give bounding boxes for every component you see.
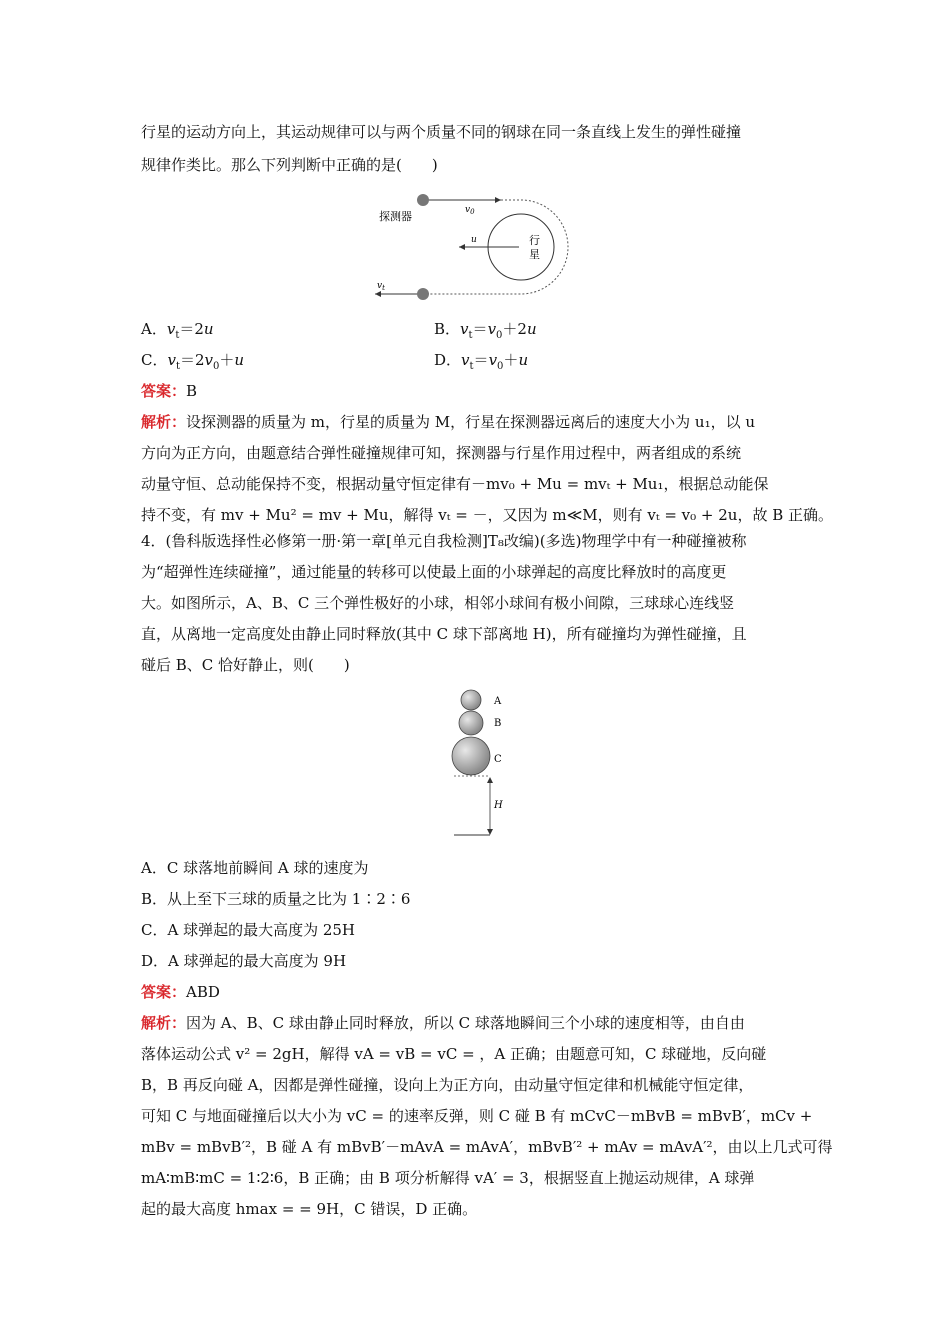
ball-a <box>461 690 481 710</box>
q4-analysis-line-4: 可知 C 与地面碰撞后以大小为 vC = 的速率反弹，则 C 碰 B 有 mCvC－mBvB = mBvB′，mCv + <box>141 1107 813 1125</box>
probe-bottom-dot <box>417 288 429 300</box>
q3-stem-line-1: 行星的运动方向上，其运动规律可以与两个质量不同的钢球在同一条直线上发生的弹性碰撞 <box>141 123 742 141</box>
q4-stem-line-4: 直，从离地一定高度处由静止同时释放(其中 C 球下部离地 H)，所有碰撞均为弹性碰撞，且 <box>141 625 747 643</box>
label-c: C <box>494 754 502 765</box>
q3-analysis-line-3: 动量守恒、总动能保持不变，根据动量守恒定律有－mv₀ + Mu = mvₜ + Mu₁，根据总动能保 <box>141 475 769 493</box>
q4-analysis-line-1: 解析：因为 A、B、C 球由静止同时释放，所以 C 球落地瞬间三个小球的速度相等，由自由 <box>141 1014 745 1032</box>
q3-analysis-line-2: 方向为正方向，由题意结合弹性碰撞规律可知，探测器与行星作用过程中，两者组成的系统 <box>141 444 742 462</box>
q3-answer: 答案：B <box>141 382 198 400</box>
q4-analysis-line-7: 起的最大高度 hmax = = 9H，C 错误，D 正确。 <box>141 1200 478 1218</box>
v0-label: $v_0$ <box>465 205 475 216</box>
q4-analysis-line-5: mBv = mBvB′²，B 碰 A 有 mBvB′－mAvA = mAvA′，mBvB′² + mAv = mAvA′²，由以上几式可得 <box>141 1138 833 1156</box>
q4-stem-line-1: 4．(鲁科版选择性必修第一册·第一章[单元自我检测]T₈改编)(多选)物理学中有一种碰撞被称 <box>141 532 747 550</box>
q4-stem-line-5: 碰后 B、C 恰好静止，则( ) <box>141 656 350 674</box>
planet-label-1: 行 <box>529 234 540 247</box>
q4-analysis-line-3: B，B 再反向碰 A，因都是弹性碰撞，设向上为正方向，由动量守恒定律和机械能守恒定律， <box>141 1076 754 1094</box>
probe-label: 探测器 <box>379 210 412 223</box>
label-h: H <box>494 800 503 811</box>
q4-analysis-line-2: 落体运动公式 v² = 2gH，解得 vA = vB = vC = ，A 正确；由题意可知，C 球碰地，反向碰 <box>141 1045 767 1063</box>
q4-option-a[interactable]: A．C 球落地前瞬间 A 球的速度为 <box>141 859 369 877</box>
probe-top-dot <box>417 194 429 206</box>
label-b: B <box>494 718 502 729</box>
q3-analysis-line-1: 解析：设探测器的质量为 m，行星的质量为 M，行星在探测器远离后的速度大小为 u₁，以 u <box>141 413 756 431</box>
q4-analysis-line-6: mA∶mB∶mC = 1∶2∶6，B 正确；由 B 项分析解得 vA′ = 3，根据竖直上抛运动规律，A 球弹 <box>141 1169 755 1187</box>
ball-b <box>459 711 483 735</box>
vt-label: $v_t$ <box>377 281 385 292</box>
ball-c <box>452 737 490 775</box>
planet-label-2: 星 <box>529 248 540 261</box>
u-label: u <box>471 235 477 245</box>
q4-answer: 答案：ABD <box>141 983 220 1001</box>
probe-planet-figure <box>371 190 591 300</box>
q4-option-c[interactable]: C．A 球弹起的最大高度为 25H <box>141 921 356 939</box>
q4-stem-line-3: 大。如图所示，A、B、C 三个弹性极好的小球，相邻小球间有极小间隙，三球球心连线竖 <box>141 594 735 612</box>
q4-option-b[interactable]: B．从上至下三球的质量之比为 1∶2∶6 <box>141 890 411 908</box>
q3-stem-line-2: 规律作类比。那么下列判断中正确的是( ) <box>141 156 438 174</box>
label-a: A <box>494 696 502 707</box>
q3-option-c[interactable]: C．$v_t=2v_0+u$ <box>141 351 245 372</box>
three-balls-figure <box>446 686 526 838</box>
q4-option-d[interactable]: D．A 球弹起的最大高度为 9H <box>141 952 347 970</box>
q3-option-d[interactable]: D．$v_t=v_0+u$ <box>434 351 529 372</box>
q3-analysis-line-4: 持不变，有 mv + Mu² = mv + Mu，解得 vₜ = －，又因为 m≪M，则有 vₜ = v₀ + 2u，故 B 正确。 <box>141 506 834 524</box>
q3-option-b[interactable]: B．$v_t=v_0+2u$ <box>434 320 537 341</box>
q4-stem-line-2: 为“超弹性连续碰撞”，通过能量的转移可以使最上面的小球弹起的高度比释放时的高度更 <box>141 563 727 581</box>
q3-option-a[interactable]: A．$v_t=2u$ <box>141 320 214 341</box>
